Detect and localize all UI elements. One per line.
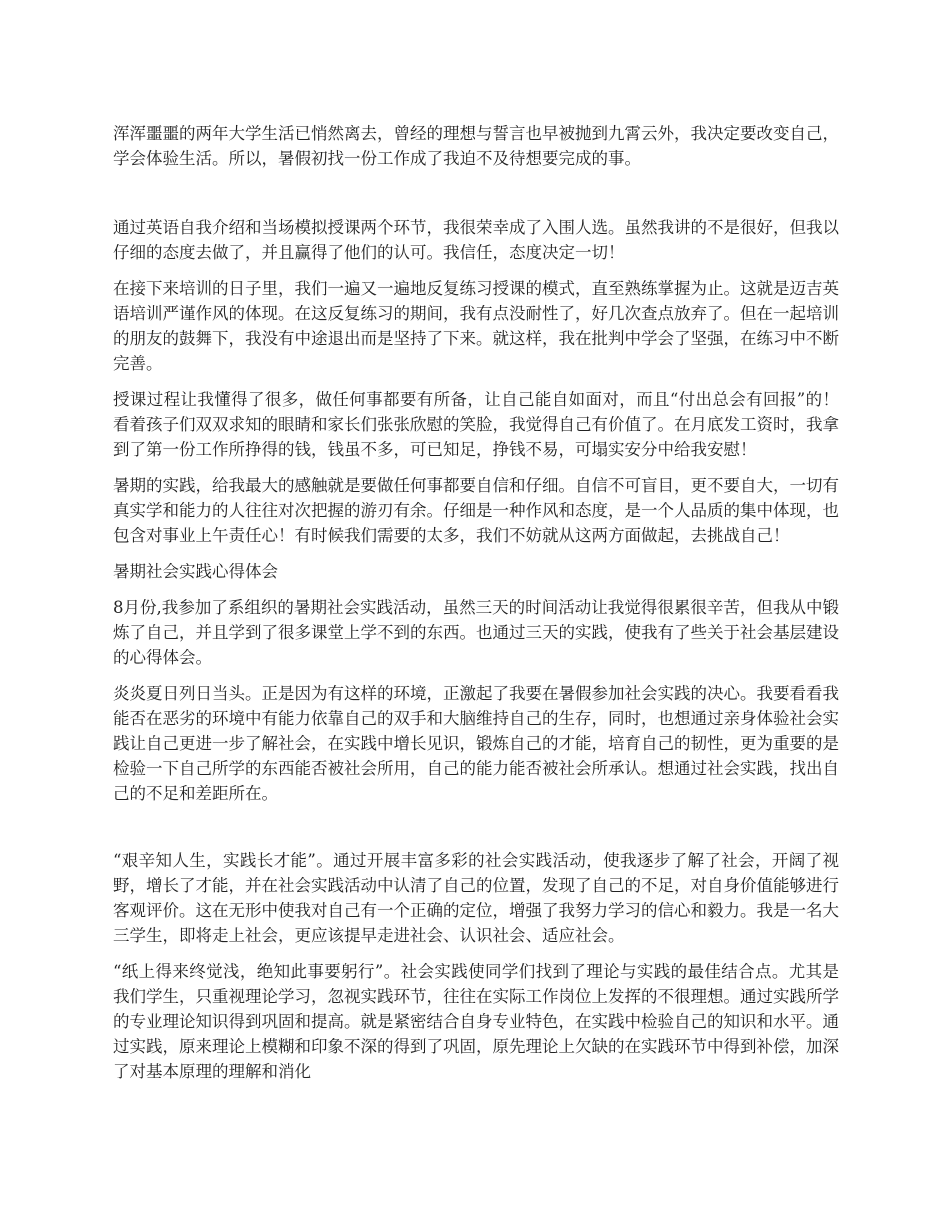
document-body <box>113 121 839 1095</box>
paragraph-3: 在接下来培训的日子里，我们一遍又一遍地反复练习授课的模式，直至熟练掌握为止。这就是迈吉英语培训严谨作风的体现。在这反复练习的期间，我有点没耐性了，好几次查点放弃了。但在一起培训的朋友的鼓舞下，我没有中途退出而是坚持了下来。就这样，我在批判中学会了坚强，在练习中不断完善。 <box>113 279 839 373</box>
paragraph-2: 通过英语自我介绍和当场模拟授课两个环节，我很荣幸成了入围人选。虽然我讲的不是很好，但我以仔细的态度去做了，并且赢得了他们的认可。我信任，态度决定一切！ <box>113 218 839 262</box>
paragraph-gap <box>113 817 839 848</box>
section-heading: 暑期社会实践心得体会 <box>113 562 278 581</box>
paragraph-6: 8月份,我参加了系组织的暑期社会实践活动，虽然三天的时间活动让我觉得很累很辛苦，但我从中锻炼了自己，并且学到了很多课堂上学不到的东西。也通过三天的实践，使我有了些关于社会基层建设的心得体会。 <box>113 598 839 667</box>
paragraph-5: 暑期的实践，给我最大的感触就是要做任何事都要自信和仔细。自信不可盲目，更不要自大，一切有真实学和能力的人往往对次把握的游刃有余。仔细是一种作风和态度，是一个人品质的集中体现，也包含对事业上午责任心！有时候我们需要的太多，我们不妨就从这两方面做起，去挑战自己！ <box>113 476 839 545</box>
paragraph-7: 炎炎夏日列日当头。正是因为有这样的环境，正激起了我要在暑假参加社会实践的决心。我要看看我能否在恶劣的环境中有能力依靠自己的双手和大脑维持自己的生存，同时，也想通过亲身体验社会实践让自己更进一步了解社会，在实践中增长见识，锻炼自己的才能，培育自己的韧性，更为重要的是检验一下自己所学的东西能否被社会所用，自己的能力能否被社会所承认。想通过社会实践，找出自己的不足和差距所在。 <box>113 684 839 803</box>
paragraph-8: “艰辛知人生，实践长才能”。通过开展丰富多彩的社会实践活动，使我逐步了解了社会，开阔了视野，增长了才能，并在社会实践活动中认清了自己的位置，发现了自己的不足，对自身价值能够进行客观评价。这在无形中使我对自己有一个正确的定位，增强了我努力学习的信心和毅力。我是一名大三学生，即将走上社会，更应该提早走进社会、认识社会、适应社会。 <box>113 851 839 945</box>
paragraph-4: 授课过程让我懂得了很多，做任何事都要有所备，让自己能自如面对，而且“付出总会有回报”的！看着孩子们双双求知的眼睛和家长们张张欣慰的笑脸，我觉得自己有价值了。在月底发工资时，我拿到了第一份工作所挣得的钱，钱虽不多，可已知足，挣钱不易，可塌实安分中给我安慰！ <box>113 390 839 459</box>
paragraph-9: “纸上得来终觉浅，绝知此事要躬行”。社会实践使同学们找到了理论与实践的最佳结合点。尤其是我们学生，只重视理论学习，忽视实践环节，往往在实际工作岗位上发挥的不很理想。通过实践所学的专业理论知识得到巩固和提高。就是紧密结合自身专业特色，在实践中检验自己的知识和水平。通过实践，原来理论上模糊和印象不深的得到了巩固，原先理论上欠缺的在实践环节中得到补偿，加深了对基本原理的理解和消化 <box>113 962 839 1081</box>
paragraph-1: 浑浑噩噩的两年大学生活已悄然离去，曾经的理想与誓言也早被抛到九霄云外，我决定要改变自己，学会体验生活。所以，暑假初找一份工作成了我迫不及待想要完成的事。 <box>113 124 839 168</box>
paragraph-gap <box>113 182 839 215</box>
